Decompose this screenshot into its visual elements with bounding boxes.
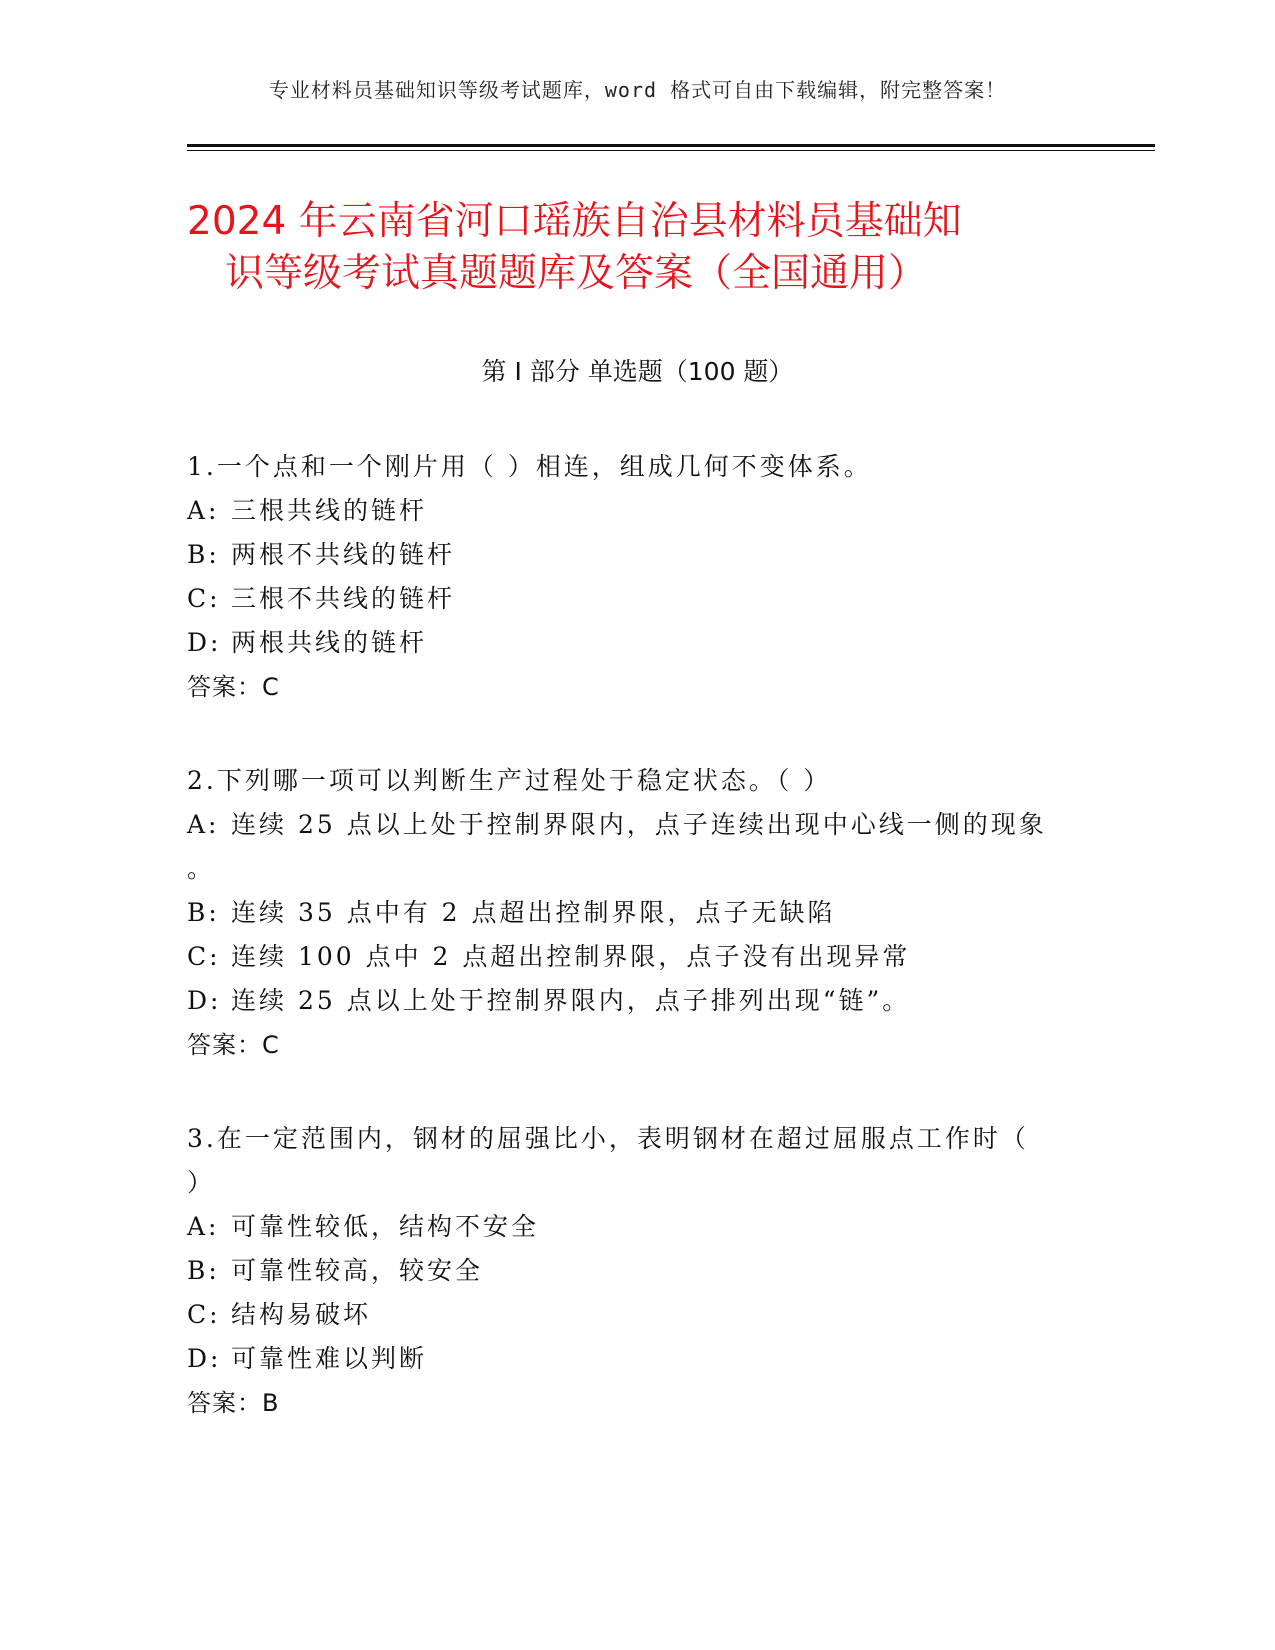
header-rule-thick <box>187 144 1155 147</box>
option-letter: D: <box>187 628 222 657</box>
option-text: 结构易破坏 <box>231 1300 372 1329</box>
option-letter: C: <box>187 1300 221 1329</box>
section-heading: 第 I 部分 单选题（100 题） <box>481 357 794 386</box>
question-list <box>187 445 1067 1475</box>
option-text: 两根共线的链杆 <box>231 628 428 657</box>
option-letter: A: <box>187 496 220 525</box>
option-text: 可靠性较低，结构不安全 <box>231 1212 540 1241</box>
header-rule-thin <box>187 150 1155 151</box>
option-text: 两根不共线的链杆 <box>231 540 456 569</box>
option-text: 连续 25 点以上处于控制界限内，点子连续出现中心线一侧的现象 <box>231 810 1047 839</box>
option-letter: B: <box>187 898 220 927</box>
answer-line: 答案：C <box>187 1031 280 1059</box>
option-text: 可靠性难以判断 <box>231 1344 428 1373</box>
question-3 <box>187 1117 1067 1425</box>
option-c <box>187 1293 1067 1337</box>
option-letter: A: <box>187 810 220 839</box>
option-d <box>187 979 1067 1023</box>
option-d <box>187 621 1067 665</box>
option-text: 可靠性较高，较安全 <box>231 1256 484 1285</box>
question-stem: 3.在一定范围内，钢材的屈强比小，表明钢材在超过屈服点工作时（ <box>187 1124 1029 1153</box>
title-line-2: 识等级考试真题题库及答案（全国通用） <box>225 251 928 296</box>
title-line-1: 2024 年云南省河口瑶族自治县材料员基础知 <box>187 199 962 244</box>
option-d <box>187 1337 1067 1381</box>
option-letter: A: <box>187 1212 220 1241</box>
option-text: 三根不共线的链杆 <box>231 584 456 613</box>
option-a <box>187 1205 1067 1249</box>
answer-line: 答案：C <box>187 673 280 701</box>
option-a <box>187 803 1067 847</box>
option-text: 连续 35 点中有 2 点超出控制界限，点子无缺陷 <box>231 898 836 927</box>
document-title <box>187 196 1087 300</box>
option-letter: B: <box>187 540 220 569</box>
option-b <box>187 891 1067 935</box>
question-1 <box>187 445 1067 709</box>
option-letter: C: <box>187 584 221 613</box>
option-a-wrap: 。 <box>187 854 216 883</box>
option-letter: D: <box>187 1344 222 1373</box>
question-stem: 1.一个点和一个刚片用（ ）相连，组成几何不变体系。 <box>187 452 872 481</box>
option-letter: D: <box>187 986 222 1015</box>
question-stem: 2.下列哪一项可以判断生产过程处于稳定状态。（ ） <box>187 766 832 795</box>
answer-line: 答案：B <box>187 1389 280 1417</box>
option-b <box>187 533 1067 577</box>
option-text: 连续 25 点以上处于控制界限内，点子排列出现“链”。 <box>231 986 911 1015</box>
option-b <box>187 1249 1067 1293</box>
question-stem-wrap: ） <box>187 1168 216 1197</box>
option-a <box>187 489 1067 533</box>
option-letter: C: <box>187 942 221 971</box>
header-note: 专业材料员基础知识等级考试题库，word 格式可自由下载编辑，附完整答案！ <box>268 78 1007 102</box>
option-c <box>187 935 1067 979</box>
question-2 <box>187 759 1067 1067</box>
option-c <box>187 577 1067 621</box>
option-text: 三根共线的链杆 <box>231 496 428 525</box>
option-text: 连续 100 点中 2 点超出控制界限，点子没有出现异常 <box>231 942 911 971</box>
option-letter: B: <box>187 1256 220 1285</box>
